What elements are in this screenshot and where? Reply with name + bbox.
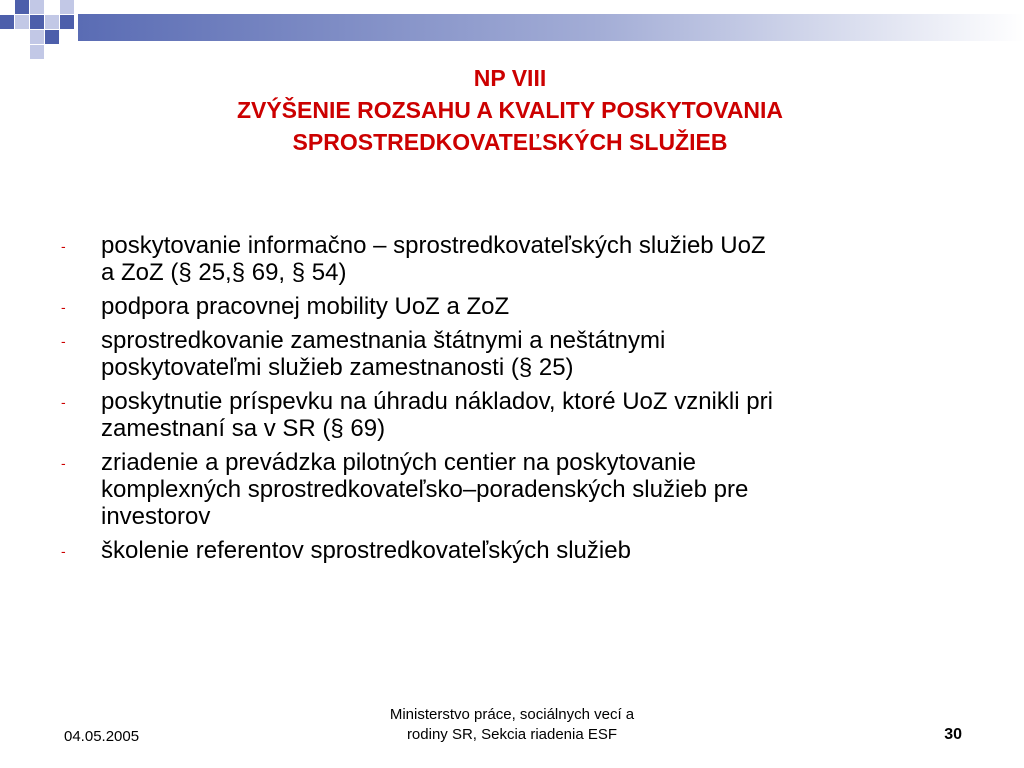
deco-square xyxy=(15,30,29,44)
slide-title xyxy=(150,62,870,158)
deco-square xyxy=(30,15,44,29)
bullet-item xyxy=(60,537,940,564)
bullet-item xyxy=(60,449,940,530)
bullet-marker: - xyxy=(61,299,66,315)
title-line: ZVÝŠENIE ROZSAHU A KVALITY POSKYTOVANIA xyxy=(236,97,784,123)
page-number: 30 xyxy=(944,726,962,743)
deco-square xyxy=(0,15,14,29)
bullet-item xyxy=(60,327,940,381)
footer-org-line: rodiny SR, Sekcia riadenia ESF xyxy=(406,726,618,743)
bullet-line: poskytovateľmi služieb zamestnanosti (§ 25) xyxy=(101,354,574,381)
bullet-line: sprostredkovanie zamestnania štátnymi a neštátnymi xyxy=(101,327,666,354)
bullet-line: zriadenie a prevádzka pilotných centier na poskytovanie xyxy=(101,449,697,476)
bullet-line: podpora pracovnej mobility UoZ a ZoZ xyxy=(101,293,510,320)
deco-square xyxy=(0,0,14,14)
bullet-marker: - xyxy=(61,238,66,254)
bullet-marker: - xyxy=(61,543,66,559)
deco-square xyxy=(15,15,29,29)
bullet-line: poskytovanie informačno – sprostredkovateľských služieb UoZ xyxy=(101,232,766,259)
footer-organization xyxy=(312,705,712,745)
bullet-line: zamestnaní sa v SR (§ 69) xyxy=(101,415,386,442)
deco-square xyxy=(45,15,59,29)
title-line: NP VIII xyxy=(473,65,547,91)
bullet-marker: - xyxy=(61,455,66,471)
bullet-item xyxy=(60,232,940,286)
bullet-line: komplexných sprostredkovateľsko–poradenských služieb pre xyxy=(101,476,749,503)
deco-square xyxy=(30,0,44,14)
bullet-list xyxy=(60,232,940,571)
deco-square xyxy=(15,0,29,14)
header-decoration xyxy=(0,0,1024,70)
bullet-line: a ZoZ (§ 25,§ 69, § 54) xyxy=(101,259,347,286)
bullet-marker: - xyxy=(61,333,66,349)
deco-square xyxy=(60,0,74,14)
bullet-marker: - xyxy=(61,394,66,410)
bullet-item xyxy=(60,293,940,320)
footer-date: 04.05.2005 xyxy=(64,728,140,745)
deco-square xyxy=(60,15,74,29)
title-line: SPROSTREDKOVATEĽSKÝCH SLUŽIEB xyxy=(292,129,728,155)
bullet-line: investorov xyxy=(101,503,211,530)
deco-square xyxy=(45,30,59,44)
deco-square xyxy=(30,45,44,59)
footer-org-line: Ministerstvo práce, sociálnych vecí a xyxy=(389,706,635,723)
deco-square xyxy=(45,0,59,14)
bullet-line: školenie referentov sprostredkovateľských služieb xyxy=(101,537,631,564)
bullet-item xyxy=(60,388,940,442)
bullet-line: poskytnutie príspevku na úhradu nákladov, ktoré UoZ vznikli pri xyxy=(101,388,773,415)
deco-square xyxy=(30,30,44,44)
header-gradient-bar xyxy=(78,14,1024,41)
